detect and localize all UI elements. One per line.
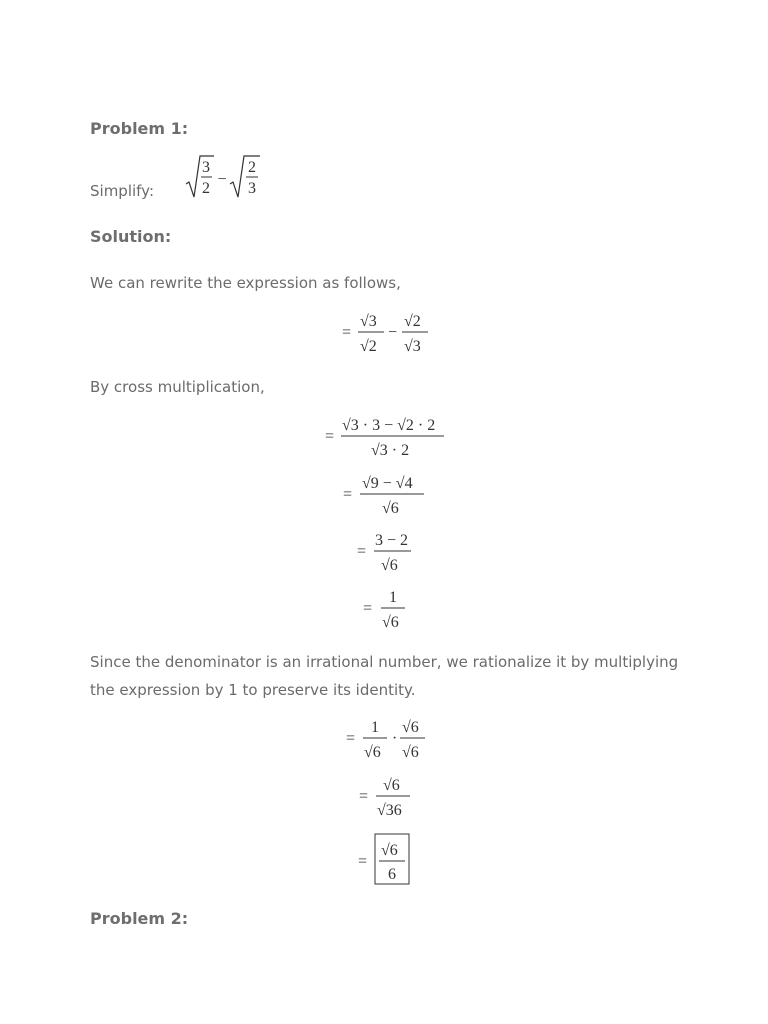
svg-text:1: 1 — [371, 719, 379, 736]
equation-step-4 — [354, 525, 418, 584]
equation-step-1 — [338, 306, 438, 363]
svg-text:−: − — [388, 324, 398, 341]
svg-text:√6: √6 — [382, 614, 399, 631]
equation-step-6 — [343, 712, 433, 771]
svg-text:√6: √6 — [383, 777, 400, 794]
svg-text:6: 6 — [388, 866, 396, 883]
svg-text:√6: √6 — [381, 557, 398, 574]
svg-text:√6: √6 — [402, 719, 419, 736]
equation-step-2 — [322, 410, 452, 469]
problem-1-heading: Problem 1: — [90, 119, 189, 138]
svg-text:3 − 2: 3 − 2 — [375, 532, 409, 549]
svg-text:√3: √3 — [404, 338, 421, 355]
svg-text:√36: √36 — [377, 802, 402, 819]
problem-2-heading: Problem 2: — [90, 909, 189, 928]
simplify-label: Simplify: — [90, 182, 155, 200]
svg-text:−: − — [217, 171, 227, 188]
svg-text:=: = — [357, 543, 367, 560]
equation-step-7 — [356, 770, 420, 829]
svg-text:2: 2 — [202, 180, 210, 197]
svg-text:=: = — [346, 730, 356, 747]
problem-1-expression — [184, 154, 274, 209]
svg-text:√6: √6 — [382, 500, 399, 517]
svg-text:=: = — [325, 428, 335, 445]
intro-text: We can rewrite the expression as follows, — [90, 274, 401, 292]
svg-text:·: · — [392, 730, 398, 747]
svg-text:=: = — [343, 486, 353, 503]
svg-text:√3: √3 — [360, 313, 377, 330]
svg-text:=: = — [342, 324, 352, 341]
svg-text:3: 3 — [202, 159, 210, 176]
rationalize-text — [90, 648, 730, 704]
rationalize-line-2: the expression by 1 to preserve its identity. — [90, 681, 416, 699]
svg-text:1: 1 — [389, 589, 397, 606]
svg-text:√3 · 3 − √2 · 2: √3 · 3 − √2 · 2 — [342, 417, 436, 434]
svg-text:√9 − √4: √9 − √4 — [362, 475, 413, 492]
svg-text:√6: √6 — [402, 744, 419, 761]
svg-text:√3 · 2: √3 · 2 — [371, 442, 410, 459]
solution-heading: Solution: — [90, 227, 172, 246]
svg-text:=: = — [359, 788, 369, 805]
svg-text:√2: √2 — [404, 313, 421, 330]
svg-text:√6: √6 — [381, 842, 398, 859]
equation-step-5 — [360, 582, 410, 641]
svg-text:√2: √2 — [360, 338, 377, 355]
svg-text:3: 3 — [248, 180, 256, 197]
svg-text:=: = — [358, 853, 368, 870]
svg-text:2: 2 — [248, 159, 256, 176]
cross-multiplication-text: By cross multiplication, — [90, 378, 265, 396]
equation-step-3 — [340, 468, 430, 527]
final-answer — [355, 832, 415, 893]
svg-text:=: = — [363, 600, 373, 617]
svg-text:√6: √6 — [364, 744, 381, 761]
rationalize-line-1: Since the denominator is an irrational number, we rationalize it by multiplying — [90, 653, 679, 671]
